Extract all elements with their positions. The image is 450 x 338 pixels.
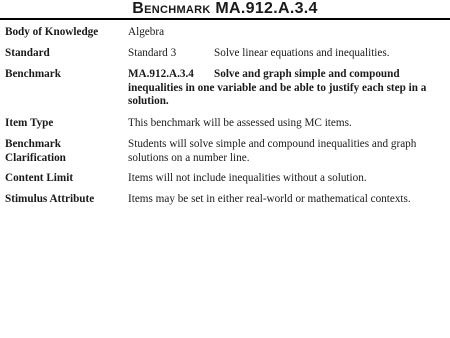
benchmark-text: Solve and graph simple and compound inequalities in one variable and be able to justify each step in a solution.: [128, 68, 427, 107]
row-label: Benchmark: [5, 68, 61, 80]
row-label: Benchmark Clarification: [5, 138, 66, 164]
row-label: Stimulus Attribute: [5, 193, 95, 205]
page-title: Benchmark MA.912.A.3.4: [132, 0, 318, 17]
row-value: Items will not include inequalities without a solution.: [128, 172, 367, 184]
row-label: Standard: [5, 47, 50, 59]
standard-code: Standard 3: [128, 47, 177, 59]
benchmark-code: MA.912.A.3.4: [128, 68, 194, 80]
page-title-container: [0, 0, 450, 18]
row-value: Algebra: [128, 26, 165, 38]
row-label: Item Type: [5, 117, 54, 129]
row-value: This benchmark will be assessed using MC items.: [128, 117, 352, 129]
title-rule: [0, 18, 450, 20]
row-label: Body of Knowledge: [5, 26, 99, 38]
row-value: Items may be set in either real-world or mathematical contexts.: [128, 193, 411, 205]
row-value: Students will solve simple and compound inequalities and graph solutions on a number line.: [128, 138, 417, 164]
row-label: Content Limit: [5, 172, 74, 184]
standard-text: Solve linear equations and inequalities.: [214, 47, 390, 59]
